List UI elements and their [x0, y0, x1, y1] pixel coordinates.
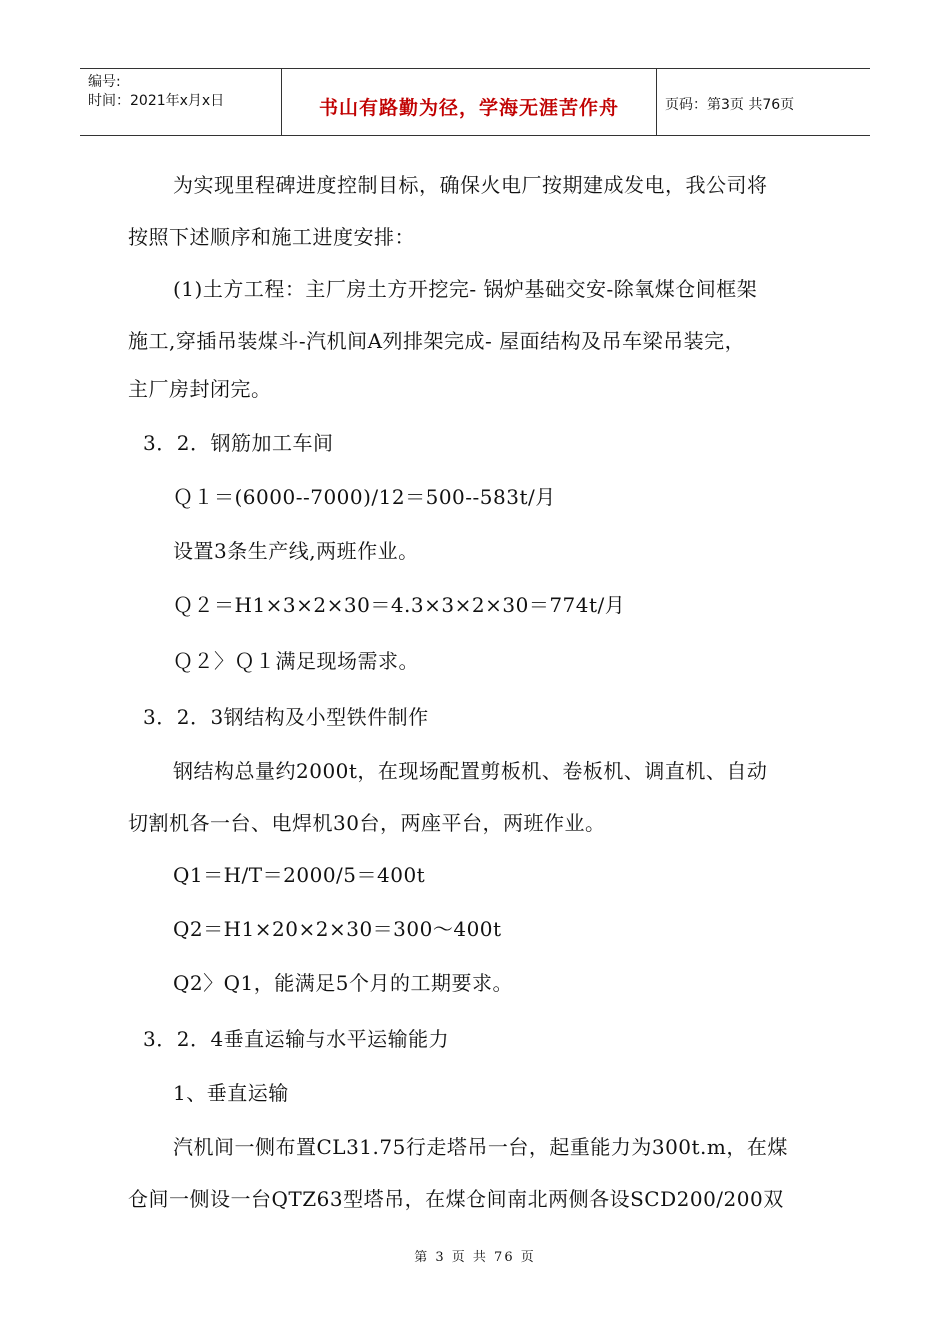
body-line: 仓间一侧设一台QTZ63型塔吊，在煤仓间南北两侧各设SCD200/200双	[128, 1187, 784, 1211]
formula-line: Q2＝H1×20×2×30＝300～400t	[173, 917, 502, 941]
section-heading: 3．2．4垂直运输与水平运输能力	[143, 1027, 450, 1051]
body-line: 切割机各一台、电焊机30台，两座平台，两班作业。	[128, 811, 606, 835]
section-heading: 3．2．3钢结构及小型铁件制作	[143, 705, 429, 729]
header-left-cell	[80, 69, 282, 135]
formula-line: Ｑ２＝H1×3×2×30＝4.3×3×2×30＝774t/月	[173, 593, 626, 617]
body-line: 汽机间一侧布置CL31.75行走塔吊一台，起重能力为300t.m，在煤	[173, 1135, 788, 1159]
body-line: 为实现里程碑进度控制目标，确保火电厂按期建成发电，我公司将	[173, 173, 768, 197]
motto-text: 书山有路勤为径，学海无涯苦作舟	[318, 96, 619, 119]
page-code: 页码：第3页 共76页	[665, 97, 795, 113]
body-line: Q2〉Q1，能满足5个月的工期要求。	[173, 971, 513, 995]
formula-line: Q1＝H/T＝2000/5＝400t	[173, 863, 426, 887]
number-label: 编号:	[88, 74, 121, 90]
formula-line: Ｑ１＝(6000--7000)/12＝500--583t/月	[173, 485, 556, 509]
body-line: 按照下述顺序和施工进度安排：	[128, 225, 415, 249]
header-motto-cell	[282, 69, 657, 135]
section-heading: 3．2．钢筋加工车间	[143, 431, 334, 455]
body-line: 主厂房封闭完。	[128, 377, 272, 401]
body-line: 钢结构总量约2000t，在现场配置剪板机、卷板机、调直机、自动	[173, 759, 768, 783]
header-page-cell	[657, 69, 870, 135]
header-table	[80, 68, 870, 136]
time-label: 时间：2021年x月x日	[88, 93, 225, 109]
body-line: Ｑ２〉Ｑ１满足现场需求。	[173, 649, 419, 673]
page-footer: 第 3 页 共 76 页	[414, 1250, 536, 1265]
body-line: (1)土方工程：主厂房土方开挖完- 锅炉基础交安-除氧煤仓间框架	[173, 277, 758, 301]
body-line: 设置3条生产线,两班作业。	[173, 539, 419, 563]
body-line: 施工,穿插吊装煤斗-汽机间A列排架完成- 屋面结构及吊车梁吊装完，	[128, 329, 746, 353]
body-line: 1、垂直运输	[173, 1081, 289, 1105]
